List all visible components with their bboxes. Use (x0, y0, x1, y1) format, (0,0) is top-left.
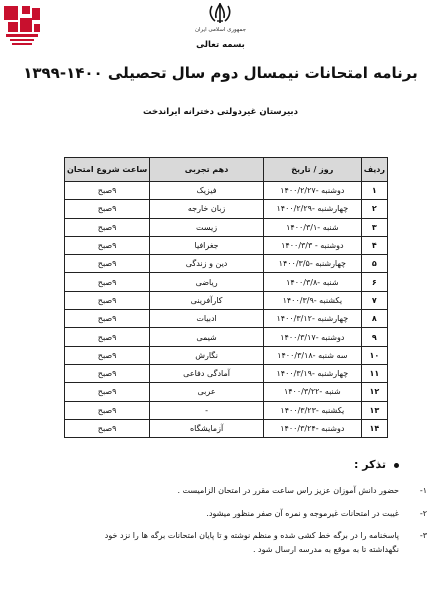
note-number: ۲- (419, 509, 427, 518)
bullet-icon (394, 463, 399, 468)
exam-subject: آزمایشگاه (150, 419, 264, 437)
exam-subject: عربی (150, 383, 264, 401)
exam-time: ۹صبح (65, 200, 150, 218)
exam-time: ۹صبح (65, 273, 150, 291)
exam-subject: دین و زندگی (150, 255, 264, 273)
row-index: ۴ (361, 236, 387, 254)
table-row (65, 310, 388, 328)
note-text-continued: نگهداشته تا به موقع به مدرسه ارسال شود . (252, 545, 399, 554)
exam-time: ۹صبح (65, 291, 150, 309)
exam-time: ۹صبح (65, 419, 150, 437)
exam-date: شنبه -۱۴۰۰/۳/۲۲ (263, 383, 361, 401)
exam-time: ۹صبح (65, 346, 150, 364)
exam-subject: ادبیات (150, 310, 264, 328)
row-index: ۳ (361, 218, 387, 236)
exam-date: دوشنبه -۱۴۰۰/۲/۲۷ (263, 182, 361, 200)
row-index: ۵ (361, 255, 387, 273)
row-index: ۱۴ (361, 419, 387, 437)
note-number: ۱- (419, 486, 427, 495)
school-name: دبیرستان غیردولتی دخترانه ایراندخت (143, 107, 298, 117)
table-row (65, 383, 388, 401)
row-index: ۸ (361, 310, 387, 328)
exam-time: ۹صبح (65, 364, 150, 382)
exam-time: ۹صبح (65, 236, 150, 254)
row-index: ۶ (361, 273, 387, 291)
row-index: ۹ (361, 328, 387, 346)
exam-subject: نگارش (150, 346, 264, 364)
exam-time: ۹صبح (65, 255, 150, 273)
table-row (65, 200, 388, 218)
exam-subject: زبان خارجه (150, 200, 264, 218)
note-text: حضور دانش آموزان عزیز راس ساعت مقرر در امتحان الزامیست . (177, 486, 399, 495)
column-header-time: ساعت شروع امتحان (65, 158, 150, 182)
row-index: ۱ (361, 182, 387, 200)
row-index: ۱۰ (361, 346, 387, 364)
note-item-3 (17, 529, 427, 557)
table-row (65, 401, 388, 419)
page-title: برنامه امتحانات نیمسال دوم سال تحصیلی ۱۴۰۰-۱۳۹۹ (23, 64, 418, 82)
exam-date: چهارشنبه -۱۴۰۰/۲/۲۹ (263, 200, 361, 218)
exam-date: چهارشنبه -۱۴۰۰/۳/۵ (263, 255, 361, 273)
exam-date: چهارشنبه -۱۴۰۰/۳/۱۲ (263, 310, 361, 328)
iran-emblem-icon (206, 2, 234, 24)
exam-time: ۹صبح (65, 182, 150, 200)
table-row (65, 346, 388, 364)
row-index: ۲ (361, 200, 387, 218)
exam-subject: آمادگی دفاعی (150, 364, 264, 382)
table-row (65, 236, 388, 254)
exam-date: چهارشنبه -۱۴۰۰/۳/۱۹ (263, 364, 361, 382)
column-header-index: ردیف (361, 158, 387, 182)
table-row (65, 328, 388, 346)
notes-heading-text: تذکر : (354, 458, 386, 471)
note-item-2 (17, 507, 427, 521)
table-row (65, 419, 388, 437)
note-item-1 (17, 484, 427, 498)
exam-date: دوشنبه -۱۴۰۰/۳/۱۷ (263, 328, 361, 346)
table-body (65, 182, 388, 438)
exam-time: ۹صبح (65, 328, 150, 346)
table-row (65, 182, 388, 200)
column-header-subject: دهم تجربی (150, 158, 264, 182)
exam-time: ۹صبح (65, 218, 150, 236)
note-text: غیبت در امتحانات غیرموجه و نمره آن صفر منظور میشود. (206, 509, 399, 518)
exam-time: ۹صبح (65, 401, 150, 419)
table-row (65, 273, 388, 291)
exam-date: سه شنبه -۱۴۰۰/۳/۱۸ (263, 346, 361, 364)
exam-date: دوشنبه -۱۴۰۰/۳/۲۴ (263, 419, 361, 437)
exam-date: یکشنبه -۱۴۰۰/۳/۲۳ (263, 401, 361, 419)
row-index: ۱۳ (361, 401, 387, 419)
exam-date: دوشنبه - ۱۴۰۰/۳/۳ (263, 236, 361, 254)
table-header-row (65, 158, 388, 182)
exam-time: ۹صبح (65, 383, 150, 401)
table-row (65, 364, 388, 382)
row-index: ۱۱ (361, 364, 387, 382)
exam-date: شنبه -۱۴۰۰/۳/۸ (263, 273, 361, 291)
notes-heading (354, 458, 399, 471)
note-number: ۳- (419, 531, 427, 540)
basmala-heading: بسمه تعالی (196, 40, 245, 50)
column-header-date: روز / تاریخ (263, 158, 361, 182)
exam-subject: ریاضی (150, 273, 264, 291)
exam-subject: زیست (150, 218, 264, 236)
exam-date: شنبه -۱۴۰۰/۳/۱ (263, 218, 361, 236)
row-index: ۱۲ (361, 383, 387, 401)
republic-caption: جمهوری اسلامی ایران (194, 27, 247, 33)
table-row (65, 218, 388, 236)
exam-subject: شیمی (150, 328, 264, 346)
exam-schedule-table (64, 157, 388, 438)
exam-subject: فیزیک (150, 182, 264, 200)
table-row (65, 291, 388, 309)
exam-subject: - (150, 401, 264, 419)
exam-time: ۹صبح (65, 310, 150, 328)
exam-subject: کارآفرینی (150, 291, 264, 309)
note-text: پاسخنامه را در برگه خط کشی شده و منظم نوشته و تا پایان امتحانات برگه ها را نزد خود (104, 531, 399, 540)
exam-subject: جغرافیا (150, 236, 264, 254)
row-index: ۷ (361, 291, 387, 309)
exam-date: یکشنبه -۱۴۰۰/۳/۹ (263, 291, 361, 309)
table-row (65, 255, 388, 273)
